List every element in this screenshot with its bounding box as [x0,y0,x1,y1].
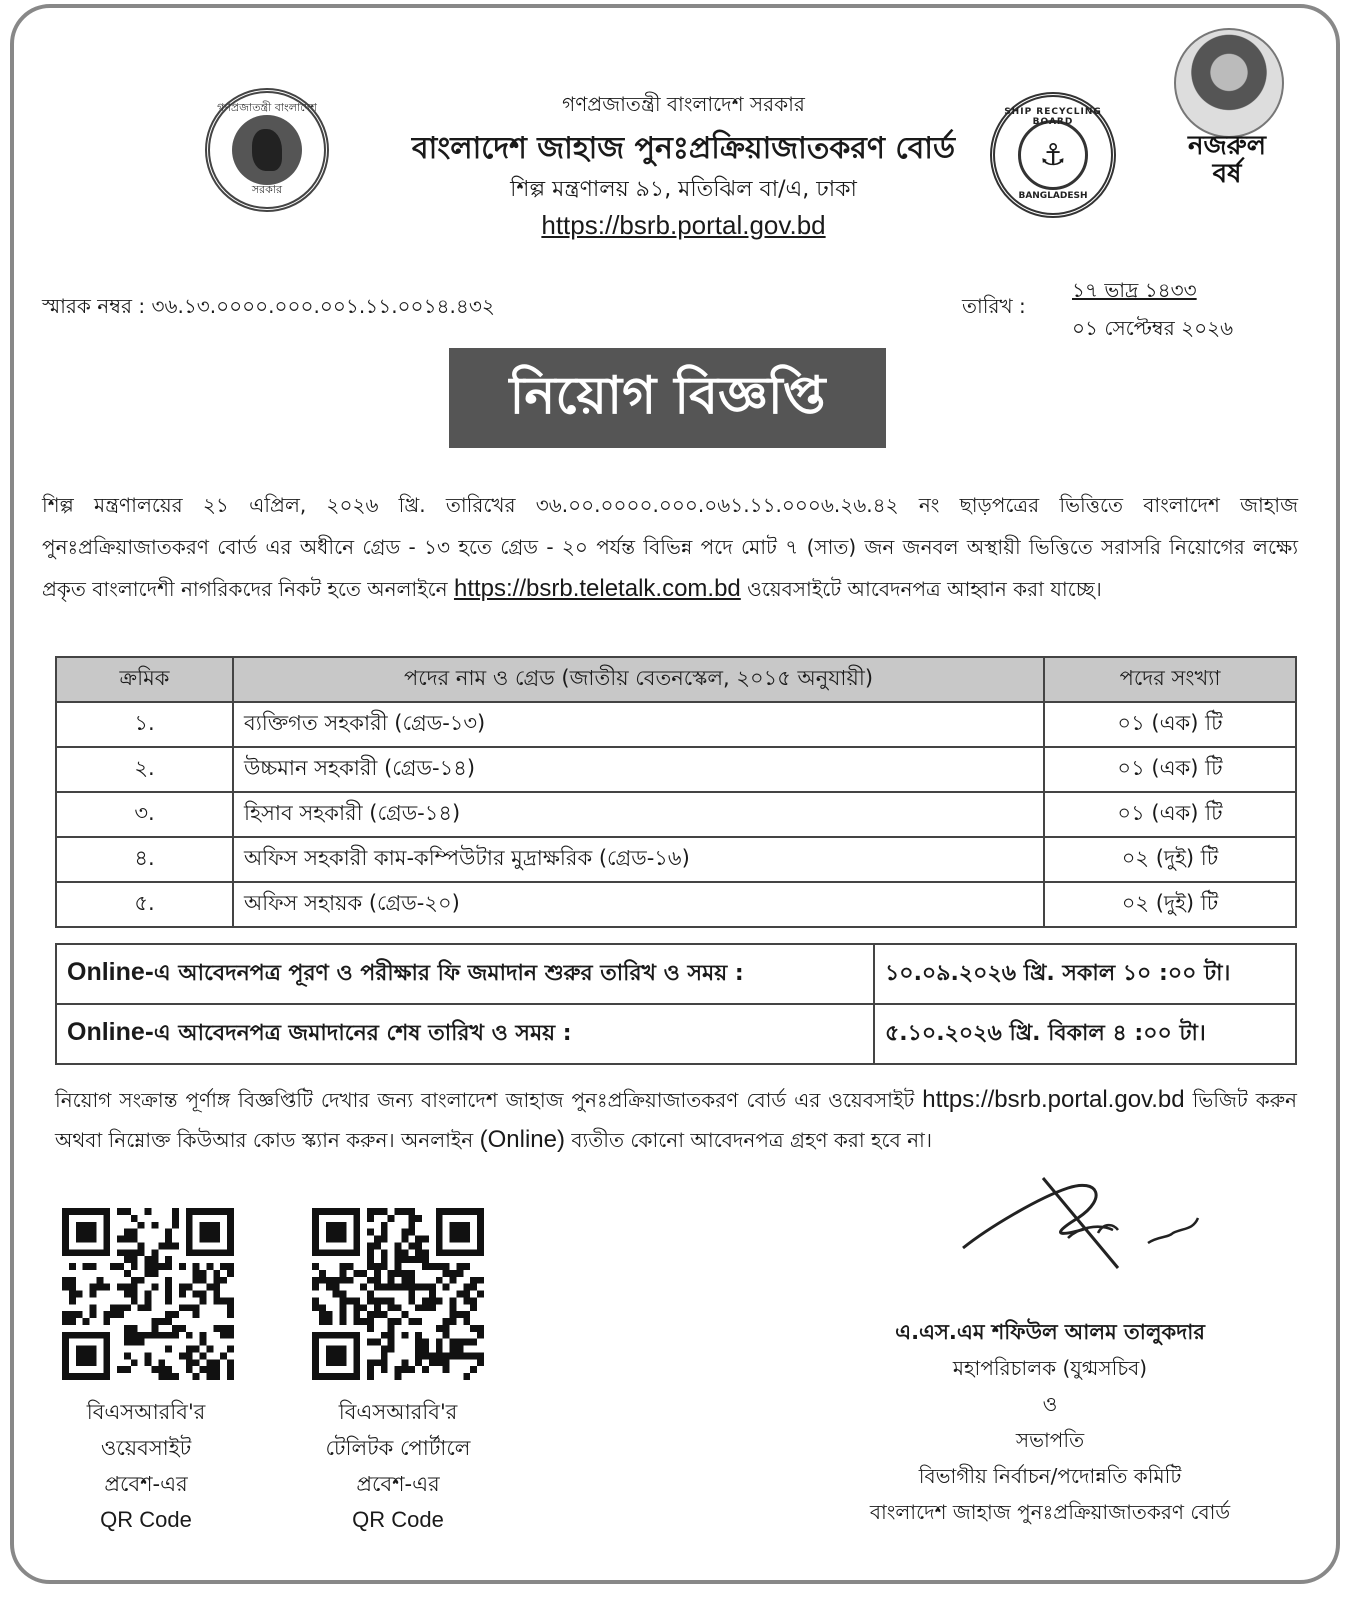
ship-seal-bottom-text: BANGLADESH [1018,191,1088,201]
website-qr-code[interactable] [62,1208,234,1380]
notice-online: (Online) [479,1126,565,1153]
ship-icon: ⚓ [1018,120,1088,190]
row-serial: ২. [56,747,233,792]
start-date-value: ১০.০৯.২০২৬ খ্রি. সকাল ১০ :০০ টা। [874,944,1296,1004]
end-date-label [56,1004,874,1064]
row-post-count: ০২ (দুই) টি [1044,882,1296,927]
start-date-row [56,944,1296,1004]
end-date-row [56,1004,1296,1064]
row-serial: ১. [56,702,233,747]
nazrul-logo-line2: বর্ষ [1212,159,1242,189]
posts-table [55,656,1297,928]
date-english: ০১ সেপ্টেম্বর ২০২৬ [1072,316,1234,340]
end-online-prefix: Online [67,1017,145,1046]
notice-part2: ভিজিট করুন অথবা নিম্নোক্ত কিউআর কোড স্ক্যান করুন। অনলাইন [55,1088,1297,1152]
row-post-name: ব্যক্তিগত সহকারী (গ্রেড-১৩) [233,702,1044,747]
handwritten-signature [948,1168,1218,1278]
header-post-count: পদের সংখ্যা [1044,657,1296,702]
nazrul-logo-line1: নজরুল [1187,131,1267,161]
ship-seal-top-text: SHIP RECYCLING BOARD [1004,107,1102,127]
application-dates-table [55,943,1297,1065]
gov-seal-bottom-text: সরকার [251,183,283,196]
teletalk-link[interactable]: https://bsrb.teletalk.com.bd [453,575,741,602]
teletalk-qr-code[interactable] [312,1208,484,1380]
date-bangla: ১৭ ভাদ্র ১৪৩৩ [1072,278,1197,302]
signatory-name: এ.এস.এম শফিউল আলম তালুকদার [895,1320,1205,1344]
date-label: তারিখ : [962,294,1026,318]
signatory-role: সভাপতি [1015,1428,1085,1452]
notice-part3: ব্যতীত কোনো আবেদনপত্র গ্রহণ করা হবে না। [564,1128,932,1152]
notice-title: নিয়োগ বিজ্ঞপ্তি [449,348,886,448]
gov-seal-top-text: গণপ্রজাতন্ত্রী বাংলাদেশ [217,101,317,114]
row-post-name: হিসাব সহকারী (গ্রেড-১৪) [233,792,1044,837]
end-label-text: -এ আবেদনপত্র জমাদানের শেষ তারিখ ও সময় : [144,1020,572,1046]
organization-name: বাংলাদেশ জাহাজ পুনঃপ্রক্রিয়াজাতকরণ বোর্ড [411,131,956,166]
table-row [56,882,1296,927]
notice-portal-link[interactable]: https://bsrb.portal.gov.bd [922,1086,1185,1113]
header-serial: ক্রমিক [56,657,233,702]
row-post-name: অফিস সহকারী কাম-কম্পিউটার মুদ্রাক্ষরিক (গ্রেড-১৬) [233,837,1044,882]
teletalk-qr-caption [278,1394,518,1538]
start-date-label [56,944,874,1004]
row-post-count: ০১ (এক) টি [1044,747,1296,792]
signatory-organization: বাংলাদেশ জাহাজ পুনঃপ্রক্রিয়াজাতকরণ বোর্ড [869,1500,1231,1524]
intro-paragraph [42,484,1298,610]
notice-part1: নিয়োগ সংক্রান্ত পূর্ণাঙ্গ বিজ্ঞপ্তিটি দেখার জন্য বাংলাদেশ জাহাজ পুনঃপ্রক্রিয়াজাতকরণ বোর্ড এর ওয়েবসাইট [55,1088,923,1112]
organization-address: শিল্প মন্ত্রণালয় ৯১, মতিঝিল বা/এ, ঢাকা [510,177,857,202]
qr-caption-line: ওয়েবসাইট [100,1436,192,1460]
notice-paragraph [55,1080,1297,1160]
memo-number: স্মারক নম্বর : ৩৬.১৩.০০০০.০০০.০০১.১১.০০১৪.৪৩২ [42,294,495,318]
row-post-count: ০১ (এক) টি [1044,702,1296,747]
signatory-committee: বিভাগীয় নির্বাচন/পদোন্নতি কমিটি [918,1464,1182,1488]
end-date-value: ৫.১০.২০২৬ খ্রি. বিকাল ৪ :০০ টা। [874,1004,1296,1064]
qr-caption-line: বিএসআরবি'র [86,1400,206,1424]
intro-text: শিল্প মন্ত্রণালয়ের ২১ এপ্রিল, ২০২৬ খ্রি. তারিখের ৩৬.০০.০০০০.০০০.০৬১.১১.০০০৬.২৬.৪২ নং ছাড়পত্রের ভিত্তিতে বাংলাদেশ জাহাজ পুনঃপ্রক্রিয়াজাতকরণ বোর্ড এর অধীনে গ্রেড - ১৩ হতে গ্রেড - ২০ পর্যন্ত বিভিন্ন পদে মোট ৭ (সাত) জন জনবল অস্থায়ী ভিত্তিতে সরাসরি নিয়োগের লক্ষ্যে প্রকৃত বাংলাদেশী নাগরিকদের নিকট হতে অনলাইনে [42,493,1298,601]
row-post-name: অফিস সহায়ক (গ্রেড-২০) [233,882,1044,927]
qr-caption-line: টেলিটক পোর্টালে [325,1436,471,1460]
row-serial: ৩. [56,792,233,837]
table-row [56,702,1296,747]
header-post-name: পদের নাম ও গ্রেড (জাতীয় বেতনস্কেল, ২০১৫ অনুযায়ী) [233,657,1044,702]
qr-caption-line: বিএসআরবি'র [338,1400,458,1424]
table-row [56,792,1296,837]
website-qr-caption [26,1394,266,1538]
row-post-count: ০২ (দুই) টি [1044,837,1296,882]
qr-caption-line: প্রবেশ-এর [104,1472,188,1496]
qr-caption-line: QR Code [352,1507,444,1532]
start-online-prefix: Online [67,957,145,986]
row-post-count: ০১ (এক) টি [1044,792,1296,837]
signatory-block [800,1314,1300,1530]
portal-website-link[interactable]: https://bsrb.portal.gov.bd [541,210,826,240]
start-label-text: -এ আবেদনপত্র পূরণ ও পরীক্ষার ফি জমাদান শুরুর তারিখ ও সময় : [144,960,744,986]
qr-caption-line: প্রবেশ-এর [356,1472,440,1496]
signatory-designation: মহাপরিচালক (যুগ্মসচিব) [952,1356,1148,1380]
table-row [56,747,1296,792]
intro-tail: ওয়েবসাইটে আবেদনপত্র আহ্বান করা যাচ্ছে। [740,577,1102,601]
row-serial: ৪. [56,837,233,882]
table-row [56,837,1296,882]
posts-table-header [56,657,1296,702]
row-post-name: উচ্চমান সহকারী (গ্রেড-১৪) [233,747,1044,792]
signatory-and: ও [1042,1392,1058,1416]
row-serial: ৫. [56,882,233,927]
government-name: গণপ্রজাতন্ত্রী বাংলাদেশ সরকার [562,92,805,116]
qr-caption-line: QR Code [100,1507,192,1532]
